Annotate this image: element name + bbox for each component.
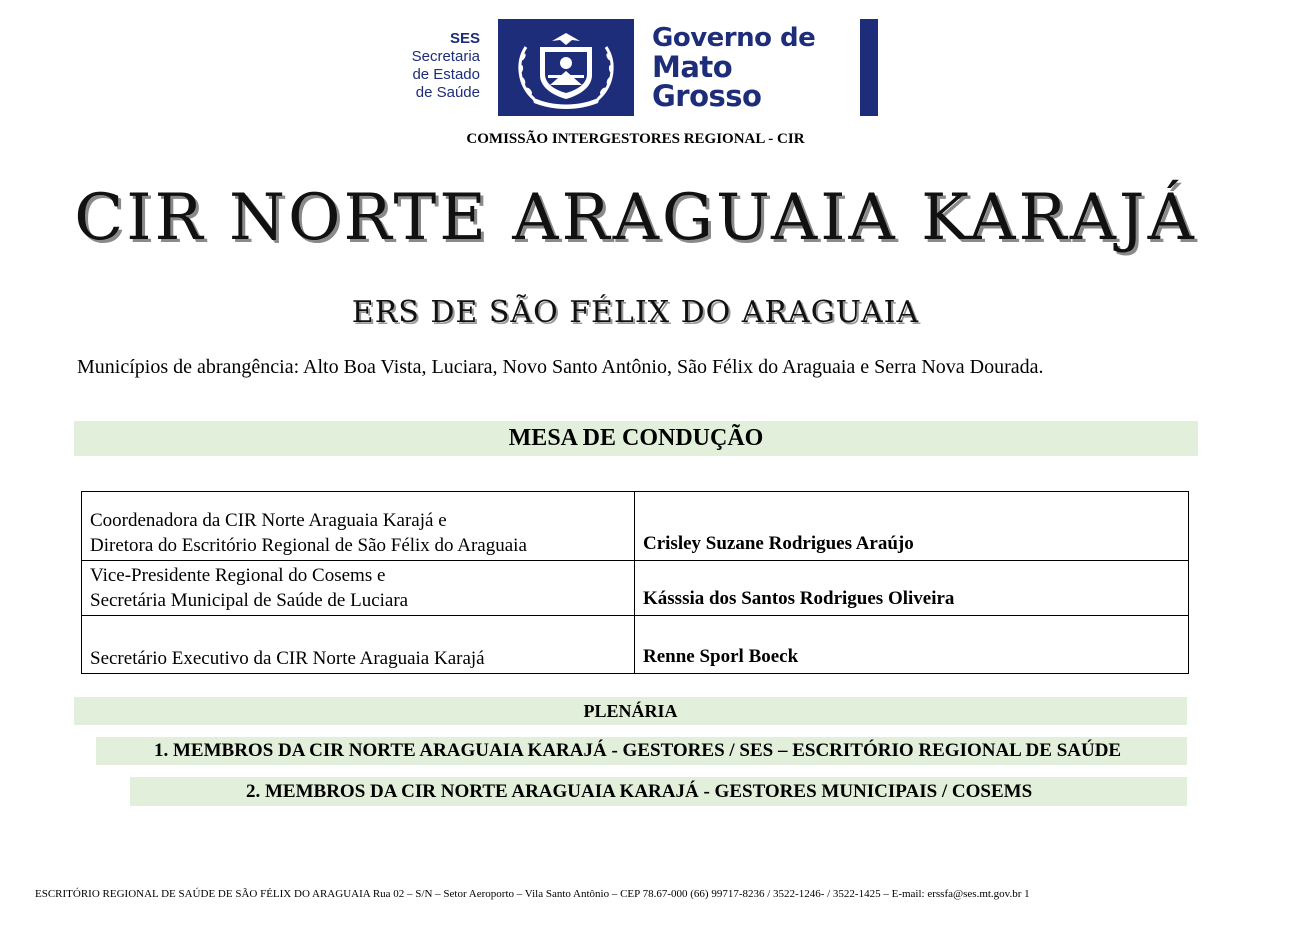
plenaria-item-1 (96, 737, 1187, 765)
mesa-heading: MESA DE CONDUÇÃO (74, 421, 1198, 456)
role-line: Secretário Executivo da CIR Norte Araguaia Karajá (90, 648, 485, 669)
table-row (82, 616, 1189, 674)
role-cell (82, 561, 635, 616)
municipios-text: Municípios de abrangência: Alto Boa Vista, Luciara, Novo Santo Antônio, São Félix do Araguaia e Serra Nova Dourada. (77, 356, 1044, 378)
person-name: Renne Sporl Boeck (643, 646, 799, 667)
role-cell (82, 492, 635, 561)
page-subtitle: ERS DE SÃO FÉLIX DO ARAGUAIA (351, 295, 920, 330)
ses-logo-line2: de Estado (412, 66, 480, 83)
plenaria-heading: PLENÁRIA (74, 697, 1187, 725)
gov-logo-line3: Grosso (652, 79, 762, 113)
gov-logo-line1: Governo de (652, 23, 816, 53)
role-line: Diretora do Escritório Regional de São Félix do Araguaia (90, 535, 527, 556)
ses-logo-line3: de Saúde (415, 84, 480, 101)
coat-of-arms-icon (512, 27, 620, 109)
role-cell (82, 616, 635, 674)
plenaria-item-1-label: 1. MEMBROS DA CIR NORTE ARAGUAIA KARAJÁ - GESTORES / SES – ESCRITÓRIO REGIONAL DE SAÚDE (154, 740, 1122, 761)
role-line: Coordenadora da CIR Norte Araguaia Karajá e (90, 510, 447, 531)
mesa-table (81, 491, 1189, 674)
plenaria-item-2-label: 2. MEMBROS DA CIR NORTE ARAGUAIA KARAJÁ - GESTORES MUNICIPAIS / COSEMS (246, 781, 1033, 802)
role-line: Secretária Municipal de Saúde de Luciara (90, 590, 409, 611)
person-cell (635, 561, 1189, 616)
person-cell (635, 616, 1189, 674)
person-cell (635, 492, 1189, 561)
logo-divider-bar (860, 19, 878, 116)
state-coat-of-arms-logo (498, 19, 634, 116)
role-line: Vice-Presidente Regional do Cosems e (90, 565, 386, 586)
person-name: Kásssia dos Santos Rodrigues Oliveira (643, 588, 955, 609)
table-row (82, 561, 1189, 616)
page-title: CIR NORTE ARAGUAIA KARAJÁ (74, 181, 1197, 255)
plenaria-item-2 (130, 777, 1187, 806)
cir-header: COMISSÃO INTERGESTORES REGIONAL - CIR (466, 131, 805, 147)
governo-mato-grosso-logo (652, 24, 815, 111)
person-name: Crisley Suzane Rodrigues Araújo (643, 533, 914, 554)
table-row (82, 492, 1189, 561)
ses-logo-abbr: SES (449, 30, 480, 47)
gov-logo-line2: Mato (652, 50, 733, 84)
ses-logo-line1: Secretaria (411, 48, 480, 65)
footer-address: ESCRITÓRIO REGIONAL DE SAÚDE DE SÃO FÉLIX DO ARAGUAIA Rua 02 – S/N – Setor Aeroporto – Vila Santo Antônio – CEP 78.67-000 (66) 99717-8236 / 3522-1246- / 3522-1425 – E-mail: erssfa@ses.mt.gov.br 1 (35, 888, 1030, 900)
ses-logo (380, 30, 480, 102)
